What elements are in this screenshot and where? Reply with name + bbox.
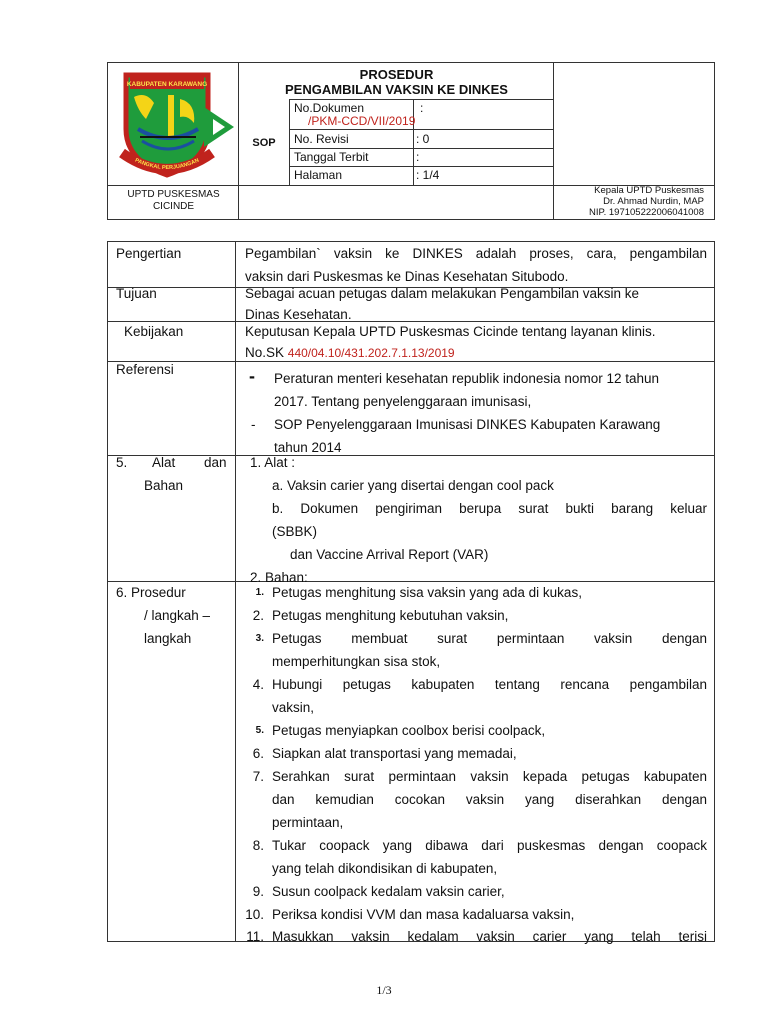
field-label-no-dokumen: No.Dokumen — [294, 101, 365, 115]
field-label-tanggal-terbit: Tanggal Terbit — [294, 150, 369, 164]
tujuan-line-2: Dinas Kesehatan. — [245, 307, 352, 322]
document-title — [239, 67, 554, 97]
step-2-line-1: Petugas menghitung kebutuhan vaksin, — [272, 608, 509, 623]
alat-label-bahan: Bahan — [144, 478, 184, 493]
step-number: 4. — [252, 677, 264, 692]
page-number: 1/3 — [376, 983, 392, 997]
kebijakan-line-1: Keputusan Kepala UPTD Puskesmas Cicinde tentang layanan klinis. — [245, 324, 656, 339]
step-number: 5. — [255, 725, 264, 736]
sop-label: SOP — [252, 137, 276, 149]
step-8-line-1: Tukar coopack yang dibawa dari puskesmas dengan coopack — [272, 838, 707, 853]
signatory-nip: NIP. 197105222006041008 — [589, 207, 704, 218]
signatory-block — [554, 185, 716, 218]
alat-number: 5. — [116, 455, 128, 470]
prosedur-label-3: langkah — [144, 631, 192, 646]
step-number: 2. — [252, 608, 264, 623]
sk-prefix: No.SK — [245, 345, 288, 360]
referensi-2-line-1: SOP Penyelenggaraan Imunisasi DINKES Kabupaten Karawang — [274, 417, 661, 432]
pengertian-line-1: Pegambilan` vaksin ke DINKES adalah proses, cara, pengambilan — [245, 246, 707, 261]
referensi-bullet-2: - — [251, 417, 256, 432]
step-4-line-1: Hubungi petugas kabupaten tentang rencana pengambilan — [272, 677, 707, 692]
alat-sub-b-line-3: dan Vaccine Arrival Report (VAR) — [290, 547, 489, 562]
label-pengertian: Pengertian — [116, 246, 182, 261]
title-line-1: PROSEDUR — [359, 67, 434, 82]
label-referensi: Referensi — [116, 362, 174, 377]
field-colon-no-dokumen: : — [420, 101, 424, 115]
institution-line-2: CICINDE — [152, 201, 195, 212]
step-7-line-2: dan kemudian cocokan vaksin yang diserahkan dengan — [272, 792, 707, 807]
prosedur-label-2: / langkah – — [144, 608, 211, 623]
field-label-halaman: Halaman — [294, 168, 343, 182]
label-tujuan: Tujuan — [116, 286, 157, 301]
alat-sub-b-line-2: (SBBK) — [272, 524, 318, 539]
alat-sub-a: a. Vaksin carier yang disertai dengan cool pack — [272, 478, 554, 493]
alat-item-1: 1. Alat : — [250, 455, 296, 470]
institution-line-1: UPTD PUSKESMAS — [127, 189, 220, 200]
step-number: 3. — [255, 633, 264, 644]
referensi-1-line-1: Peraturan menteri kesehatan republik indonesia nomor 12 tahun — [274, 371, 659, 386]
alat-sub-b-line-1: b. Dokumen pengiriman berupa surat bukti barang keluar — [272, 501, 707, 516]
referensi-2-line-2: tahun 2014 — [274, 440, 342, 455]
step-5-line-1: Petugas menyiapkan coolbox berisi coolpack, — [272, 723, 546, 738]
step-11-line-1: Masukkan vaksin kedalam vaksin carier yang telah terisi — [272, 929, 707, 944]
step-number: 6. — [252, 746, 264, 761]
step-number: 8. — [252, 838, 264, 853]
sop-content-table — [107, 241, 715, 942]
step-3-line-1: Petugas membuat surat permintaan vaksin dengan — [272, 631, 707, 646]
signatory-title: Kepala UPTD Puskesmas — [594, 185, 704, 196]
alat-label-dan: dan — [204, 455, 227, 470]
step-number: 10. — [245, 907, 264, 922]
logo-bottom-text: PANGKAL PERJUANGAN — [133, 157, 201, 172]
referensi-1-line-2: 2017. Tentang penyelenggaraan imunisasi, — [274, 394, 532, 409]
step-10-line-1: Periksa kondisi VVM dan masa kadaluarsa vaksin, — [272, 907, 575, 922]
step-7-line-3: permintaan, — [272, 815, 344, 830]
kabupaten-karawang-logo — [116, 67, 234, 183]
field-value-tanggal-terbit: : — [416, 150, 420, 164]
sk-number: 440/04.10/431.202.7.1.13/2019 — [287, 346, 455, 360]
field-value-halaman: : 1/4 — [416, 168, 440, 182]
sop-header-table — [107, 62, 715, 220]
prosedur-label-1: 6. Prosedur — [116, 585, 186, 600]
alat-item-2: 2. Bahan: — [250, 570, 308, 585]
pengertian-line-2: vaksin dari Puskesmas ke Dinas Kesehatan Situbodo. — [245, 269, 569, 284]
label-kebijakan: Kebijakan — [124, 324, 184, 339]
step-number: 9. — [252, 884, 264, 899]
title-line-2: PENGAMBILAN VAKSIN KE DINKES — [285, 82, 508, 97]
tujuan-line-1: Sebagai acuan petugas dalam melakukan Pengambilan vaksin ke — [245, 286, 640, 301]
step-7-line-1: Serahkan surat permintaan vaksin kepada petugas kabupaten — [272, 769, 707, 784]
kebijakan-line-2 — [245, 342, 707, 365]
step-8-line-2: yang telah dikondisikan di kabupaten, — [272, 861, 498, 876]
alat-label-alat: Alat — [152, 455, 176, 470]
step-3-line-2: memperhitungkan sisa stok, — [272, 654, 441, 669]
step-1-line-1: Petugas menghitung sisa vaksin yang ada di kukas, — [272, 585, 582, 600]
field-value-no-dokumen: /PKM-CCD/VII/2019 — [308, 114, 416, 128]
field-value-no-revisi: : 0 — [416, 132, 430, 146]
step-6-line-1: Siapkan alat transportasi yang memadai, — [272, 746, 517, 761]
signatory-name: Dr. Ahmad Nurdin, MAP — [603, 196, 704, 207]
step-number: 11. — [246, 929, 264, 944]
field-label-no-revisi: No. Revisi — [294, 132, 349, 146]
referensi-bullet-1: - — [249, 366, 255, 386]
logo-top-text: KABUPATEN KARAWANG — [126, 81, 208, 88]
step-4-line-2: vaksin, — [272, 700, 315, 715]
institution-name — [108, 189, 239, 213]
step-number: 1. — [255, 587, 264, 598]
step-number: 7. — [252, 769, 264, 784]
step-9-line-1: Susun coolpack kedalam vaksin carier, — [272, 884, 505, 899]
